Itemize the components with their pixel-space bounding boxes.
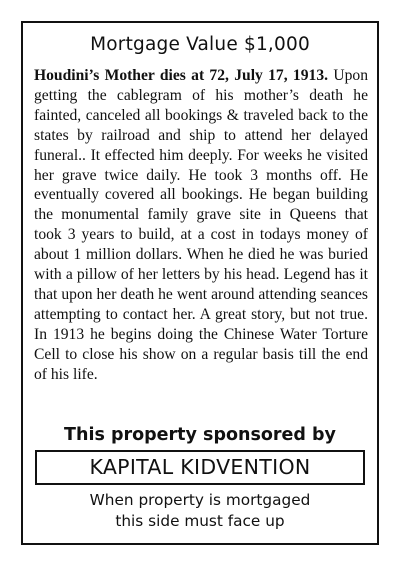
story-body: Upon getting the cablegram of his mother’s death he fainted, canceled all bookings & traveled back to the states by railroad and ship to attend her delayed funeral.. It effected him deeply. For weeks he visited her grave twice daily. He took 3 months off. He eventually covered all bookings. He began building the monumental family grave site in Queens that took 3 years to build, at a cost in todays money of about 1 million dollars. When he died he was buried with a pillow of her letters by his head. Legend has it that upon her death he went around attending seances attempting to contact her. A great story, but not true. In 1913 he begins doing the Chinese Water Torture Cell to close his show on a regular basis till the end of his life.	[34, 67, 368, 383]
mortgage-notice	[23, 490, 377, 532]
mortgage-card	[21, 21, 379, 545]
sponsor-box	[35, 450, 365, 485]
story-text	[34, 66, 368, 385]
sponsor-name: KAPITAL KIDVENTION	[89, 455, 311, 479]
sponsor-label: This property sponsored by	[64, 425, 336, 445]
notice-line-1: When property is mortgaged	[89, 491, 311, 509]
story-headline: Houdini’s Mother dies at 72, July 17, 1913.	[34, 67, 329, 84]
notice-line-2: this side must face up	[115, 512, 285, 530]
mortgage-value-title: Mortgage Value $1,000	[90, 34, 310, 55]
